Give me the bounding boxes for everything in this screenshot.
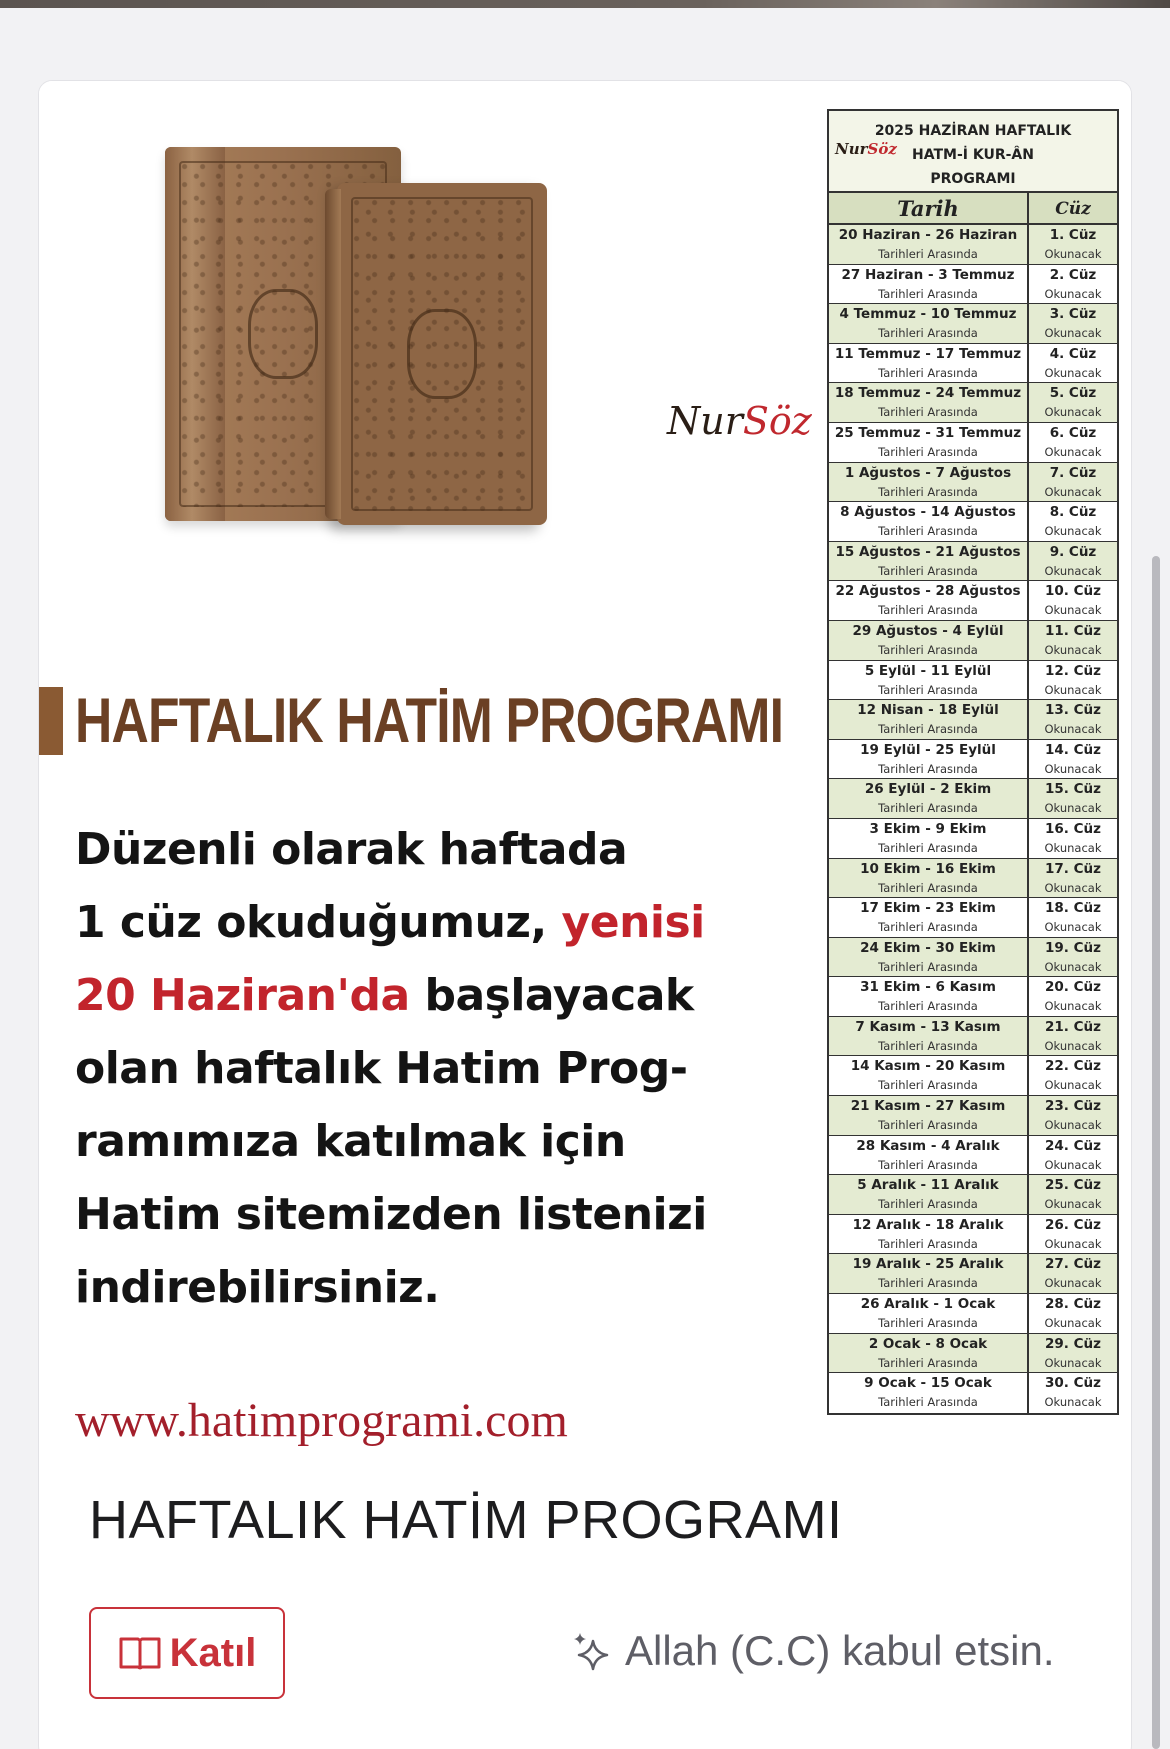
poster-url: www.hatimprogrami.com bbox=[75, 1394, 568, 1447]
date-range: 1 Ağustos - 7 Ağustos bbox=[844, 464, 1012, 481]
poster-description: Düzenli olarak haftada 1 cüz okuduğumuz, yenisi 20 Haziran'da başlayacak olan haftalık Hatim Prog- ramımıza katılmak için Hatim sitemizden listenizi indirebilirsiniz. bbox=[75, 824, 707, 1313]
juz-note: Okunacak bbox=[1044, 1276, 1102, 1291]
schedule-title: NurSöz 2025 HAZİRAN HAFTALIK HATM-İ KUR-ÂN PROGRAMI bbox=[829, 111, 1117, 193]
date-note: Tarihleri Arasında bbox=[878, 405, 978, 420]
date-cell bbox=[829, 1294, 1029, 1333]
date-cell bbox=[829, 502, 1029, 541]
page-scrollbar[interactable] bbox=[1152, 556, 1160, 1749]
table-row bbox=[829, 423, 1117, 463]
juz-cell bbox=[1029, 225, 1117, 264]
juz-number: 22. Cüz bbox=[1045, 1058, 1101, 1075]
juz-cell bbox=[1029, 1373, 1117, 1413]
date-range: 3 Ekim - 9 Ekim bbox=[869, 820, 987, 837]
date-note: Tarihleri Arasında bbox=[878, 326, 978, 341]
juz-number: 2. Cüz bbox=[1049, 266, 1097, 283]
juz-note: Okunacak bbox=[1044, 405, 1102, 420]
table-row bbox=[829, 819, 1117, 859]
juz-number: 18. Cüz bbox=[1045, 900, 1101, 917]
table-row bbox=[829, 344, 1117, 384]
juz-note: Okunacak bbox=[1044, 603, 1102, 618]
date-cell bbox=[829, 225, 1029, 264]
date-range: 29 Ağustos - 4 Eylül bbox=[852, 622, 1004, 639]
date-range: 24 Ekim - 30 Ekim bbox=[860, 939, 996, 956]
juz-note: Okunacak bbox=[1044, 524, 1102, 539]
date-note: Tarihleri Arasında bbox=[878, 1118, 978, 1133]
blessing-label: Allah (C.C) kabul etsin. bbox=[625, 1627, 1055, 1674]
juz-cell bbox=[1029, 1096, 1117, 1135]
juz-cell bbox=[1029, 344, 1117, 383]
date-range: 28 Kasım - 4 Aralık bbox=[856, 1137, 1000, 1154]
juz-number: 15. Cüz bbox=[1045, 781, 1101, 798]
date-range: 17 Ekim - 23 Ekim bbox=[860, 900, 996, 917]
date-cell bbox=[829, 423, 1029, 462]
date-range: 21 Kasım - 27 Kasım bbox=[850, 1098, 1006, 1115]
juz-note: Okunacak bbox=[1044, 484, 1102, 499]
table-row bbox=[829, 304, 1117, 344]
juz-number: 8. Cüz bbox=[1049, 504, 1097, 521]
date-cell bbox=[829, 1373, 1029, 1413]
date-note: Tarihleri Arasında bbox=[878, 524, 978, 539]
date-cell bbox=[829, 859, 1029, 898]
join-button[interactable] bbox=[89, 1607, 285, 1699]
poster-image[interactable] bbox=[39, 81, 1132, 1447]
juz-number: 6. Cüz bbox=[1049, 424, 1097, 441]
date-range: 8 Ağustos - 14 Ağustos bbox=[840, 504, 1016, 521]
juz-cell bbox=[1029, 977, 1117, 1016]
date-note: Tarihleri Arasında bbox=[878, 642, 978, 657]
date-cell bbox=[829, 581, 1029, 620]
table-row bbox=[829, 621, 1117, 661]
juz-note: Okunacak bbox=[1044, 444, 1102, 459]
date-cell bbox=[829, 383, 1029, 422]
book-icon bbox=[118, 1633, 162, 1673]
date-range: 11 Temmuz - 17 Temmuz bbox=[834, 345, 1022, 362]
juz-cell bbox=[1029, 819, 1117, 858]
juz-cell bbox=[1029, 1056, 1117, 1095]
date-range: 15 Ağustos - 21 Ağustos bbox=[835, 543, 1021, 560]
juz-note: Okunacak bbox=[1044, 1197, 1102, 1212]
table-row bbox=[829, 779, 1117, 819]
date-note: Tarihleri Arasında bbox=[878, 247, 978, 261]
date-note: Tarihleri Arasında bbox=[878, 880, 978, 895]
juz-number: 26. Cüz bbox=[1045, 1216, 1101, 1233]
column-header-date: Tarih bbox=[829, 193, 1029, 223]
juz-cell bbox=[1029, 700, 1117, 739]
juz-number: 12. Cüz bbox=[1045, 662, 1101, 679]
juz-cell bbox=[1029, 423, 1117, 462]
juz-number: 28. Cüz bbox=[1045, 1296, 1101, 1313]
date-note: Tarihleri Arasında bbox=[878, 444, 978, 459]
juz-note: Okunacak bbox=[1044, 642, 1102, 657]
blessing-text bbox=[571, 1621, 1055, 1681]
juz-number: 13. Cüz bbox=[1045, 702, 1101, 719]
juz-note: Okunacak bbox=[1044, 999, 1102, 1014]
date-range: 4 Temmuz - 10 Temmuz bbox=[839, 306, 1017, 323]
quran-books-image bbox=[121, 147, 551, 537]
sparkles-icon bbox=[571, 1631, 611, 1671]
date-cell bbox=[829, 1136, 1029, 1175]
date-cell bbox=[829, 1215, 1029, 1254]
juz-number: 29. Cüz bbox=[1045, 1335, 1101, 1352]
table-row bbox=[829, 502, 1117, 542]
juz-cell bbox=[1029, 1017, 1117, 1056]
date-cell bbox=[829, 542, 1029, 581]
juz-cell bbox=[1029, 938, 1117, 977]
juz-cell bbox=[1029, 661, 1117, 700]
juz-number: 24. Cüz bbox=[1045, 1137, 1101, 1154]
date-cell bbox=[829, 779, 1029, 818]
date-note: Tarihleri Arasında bbox=[878, 286, 978, 301]
date-note: Tarihleri Arasında bbox=[878, 801, 978, 816]
date-note: Tarihleri Arasında bbox=[878, 682, 978, 697]
date-cell bbox=[829, 740, 1029, 779]
juz-cell bbox=[1029, 898, 1117, 937]
juz-note: Okunacak bbox=[1044, 326, 1102, 341]
date-note: Tarihleri Arasında bbox=[878, 603, 978, 618]
date-note: Tarihleri Arasında bbox=[878, 761, 978, 776]
table-row bbox=[829, 225, 1117, 265]
juz-number: 30. Cüz bbox=[1045, 1375, 1101, 1392]
juz-number: 16. Cüz bbox=[1045, 820, 1101, 837]
date-range: 9 Ocak - 15 Ocak bbox=[864, 1375, 992, 1392]
juz-number: 11. Cüz bbox=[1045, 622, 1101, 639]
juz-cell bbox=[1029, 779, 1117, 818]
heading-accent-bar bbox=[39, 687, 63, 755]
table-row bbox=[829, 700, 1117, 740]
date-note: Tarihleri Arasında bbox=[878, 1316, 978, 1331]
juz-cell bbox=[1029, 383, 1117, 422]
date-note: Tarihleri Arasında bbox=[878, 840, 978, 855]
table-row bbox=[829, 1096, 1117, 1136]
date-range: 5 Eylül - 11 Eylül bbox=[864, 662, 992, 679]
post-card bbox=[38, 80, 1132, 1749]
mini-logo: NurSöz bbox=[835, 140, 897, 158]
juz-note: Okunacak bbox=[1044, 286, 1102, 301]
join-button-label: Katıl bbox=[169, 1630, 257, 1675]
date-note: Tarihleri Arasında bbox=[878, 1236, 978, 1251]
date-range: 19 Aralık - 25 Aralık bbox=[852, 1256, 1004, 1273]
date-note: Tarihleri Arasında bbox=[878, 1038, 978, 1053]
date-note: Tarihleri Arasında bbox=[878, 563, 978, 578]
table-row bbox=[829, 1017, 1117, 1057]
date-note: Tarihleri Arasında bbox=[878, 1157, 978, 1172]
juz-number: 14. Cüz bbox=[1045, 741, 1101, 758]
juz-cell bbox=[1029, 859, 1117, 898]
table-row bbox=[829, 1373, 1117, 1413]
juz-note: Okunacak bbox=[1044, 563, 1102, 578]
juz-cell bbox=[1029, 621, 1117, 660]
juz-number: 27. Cüz bbox=[1045, 1256, 1101, 1273]
date-note: Tarihleri Arasında bbox=[878, 365, 978, 380]
book-front bbox=[337, 183, 547, 525]
juz-cell bbox=[1029, 463, 1117, 502]
date-range: 14 Kasım - 20 Kasım bbox=[850, 1058, 1006, 1075]
table-row bbox=[829, 1175, 1117, 1215]
date-range: 5 Aralık - 11 Aralık bbox=[857, 1177, 999, 1194]
table-row bbox=[829, 542, 1117, 582]
juz-number: 17. Cüz bbox=[1045, 860, 1101, 877]
date-cell bbox=[829, 1254, 1029, 1293]
date-note: Tarihleri Arasında bbox=[878, 1078, 978, 1093]
date-cell bbox=[829, 938, 1029, 977]
juz-cell bbox=[1029, 1136, 1117, 1175]
table-row bbox=[829, 463, 1117, 503]
table-row bbox=[829, 265, 1117, 305]
table-row bbox=[829, 1056, 1117, 1096]
date-note: Tarihleri Arasında bbox=[878, 722, 978, 737]
date-cell bbox=[829, 1017, 1029, 1056]
table-row bbox=[829, 1136, 1117, 1176]
table-row bbox=[829, 383, 1117, 423]
date-range: 26 Aralık - 1 Ocak bbox=[860, 1296, 996, 1313]
juz-cell bbox=[1029, 542, 1117, 581]
juz-number: 5. Cüz bbox=[1049, 385, 1097, 402]
date-note: Tarihleri Arasında bbox=[878, 1395, 978, 1410]
date-note: Tarihleri Arasında bbox=[878, 959, 978, 974]
schedule-rows bbox=[829, 225, 1117, 1413]
date-cell bbox=[829, 344, 1029, 383]
date-range: 7 Kasım - 13 Kasım bbox=[855, 1018, 1001, 1035]
column-header-juz: Cüz bbox=[1055, 199, 1091, 219]
date-note: Tarihleri Arasında bbox=[878, 1276, 978, 1291]
date-range: 27 Haziran - 3 Temmuz bbox=[841, 266, 1015, 283]
juz-note: Okunacak bbox=[1044, 959, 1102, 974]
juz-note: Okunacak bbox=[1044, 920, 1102, 935]
date-cell bbox=[829, 1175, 1029, 1214]
date-cell bbox=[829, 1056, 1029, 1095]
juz-number: 20. Cüz bbox=[1045, 979, 1101, 996]
juz-note: Okunacak bbox=[1044, 801, 1102, 816]
table-row bbox=[829, 977, 1117, 1017]
juz-number: 9. Cüz bbox=[1049, 543, 1097, 560]
table-row bbox=[829, 898, 1117, 938]
table-row bbox=[829, 1294, 1117, 1334]
date-cell bbox=[829, 1334, 1029, 1373]
date-cell bbox=[829, 621, 1029, 660]
juz-cell bbox=[1029, 1254, 1117, 1293]
table-row bbox=[829, 740, 1117, 780]
juz-number: 3. Cüz bbox=[1049, 306, 1097, 323]
date-cell bbox=[829, 265, 1029, 304]
date-range: 12 Nisan - 18 Eylül bbox=[857, 702, 999, 719]
juz-number: 21. Cüz bbox=[1045, 1018, 1101, 1035]
date-cell bbox=[829, 819, 1029, 858]
table-row bbox=[829, 581, 1117, 621]
juz-cell bbox=[1029, 1294, 1117, 1333]
date-cell bbox=[829, 304, 1029, 343]
juz-note: Okunacak bbox=[1044, 1118, 1102, 1133]
nursoz-logo: NurSöz bbox=[667, 399, 812, 443]
date-range: 31 Ekim - 6 Kasım bbox=[860, 979, 996, 996]
juz-note: Okunacak bbox=[1044, 365, 1102, 380]
juz-cell bbox=[1029, 740, 1117, 779]
juz-note: Okunacak bbox=[1044, 1236, 1102, 1251]
juz-note: Okunacak bbox=[1044, 682, 1102, 697]
juz-number: 10. Cüz bbox=[1045, 583, 1101, 600]
date-cell bbox=[829, 1096, 1029, 1135]
juz-note: Okunacak bbox=[1044, 880, 1102, 895]
date-note: Tarihleri Arasında bbox=[878, 484, 978, 499]
date-note: Tarihleri Arasında bbox=[878, 1355, 978, 1370]
date-range: 2 Ocak - 8 Ocak bbox=[868, 1335, 988, 1352]
date-range: 22 Ağustos - 28 Ağustos bbox=[835, 583, 1021, 600]
juz-note: Okunacak bbox=[1044, 722, 1102, 737]
date-range: 20 Haziran - 26 Haziran bbox=[838, 227, 1018, 243]
juz-number: 25. Cüz bbox=[1045, 1177, 1101, 1194]
date-note: Tarihleri Arasında bbox=[878, 920, 978, 935]
poster-heading: HAFTALIK HATİM PROGRAMI bbox=[75, 686, 784, 756]
juz-cell bbox=[1029, 502, 1117, 541]
juz-cell bbox=[1029, 581, 1117, 620]
juz-cell bbox=[1029, 304, 1117, 343]
date-range: 10 Ekim - 16 Ekim bbox=[860, 860, 996, 877]
juz-cell bbox=[1029, 265, 1117, 304]
date-note: Tarihleri Arasında bbox=[878, 1197, 978, 1212]
table-row bbox=[829, 1254, 1117, 1294]
date-range: 18 Temmuz - 24 Temmuz bbox=[834, 385, 1022, 402]
date-range: 19 Eylül - 25 Eylül bbox=[860, 741, 996, 758]
juz-note: Okunacak bbox=[1044, 840, 1102, 855]
juz-cell bbox=[1029, 1334, 1117, 1373]
date-range: 12 Aralık - 18 Aralık bbox=[852, 1216, 1004, 1233]
schedule-header-row bbox=[829, 193, 1117, 225]
date-range: 26 Eylül - 2 Ekim bbox=[864, 781, 992, 798]
date-note: Tarihleri Arasında bbox=[878, 999, 978, 1014]
juz-number: 4. Cüz bbox=[1049, 345, 1097, 362]
top-image-strip bbox=[0, 0, 1170, 8]
date-cell bbox=[829, 898, 1029, 937]
juz-note: Okunacak bbox=[1044, 761, 1102, 776]
juz-note: Okunacak bbox=[1044, 1395, 1102, 1410]
table-row bbox=[829, 1215, 1117, 1255]
table-row bbox=[829, 938, 1117, 978]
juz-number: 19. Cüz bbox=[1045, 939, 1101, 956]
juz-note: Okunacak bbox=[1044, 1157, 1102, 1172]
table-row bbox=[829, 1334, 1117, 1374]
juz-number: 23. Cüz bbox=[1045, 1098, 1101, 1115]
date-cell bbox=[829, 977, 1029, 1016]
date-cell bbox=[829, 661, 1029, 700]
table-row bbox=[829, 661, 1117, 701]
juz-note: Okunacak bbox=[1044, 1316, 1102, 1331]
juz-note: Okunacak bbox=[1044, 1355, 1102, 1370]
date-range: 25 Temmuz - 31 Temmuz bbox=[834, 424, 1022, 441]
juz-note: Okunacak bbox=[1044, 247, 1102, 261]
juz-number: 7. Cüz bbox=[1049, 464, 1097, 481]
date-cell bbox=[829, 700, 1029, 739]
schedule-table bbox=[827, 109, 1119, 1415]
juz-cell bbox=[1029, 1215, 1117, 1254]
juz-number: 1. Cüz bbox=[1049, 227, 1097, 243]
juz-cell bbox=[1029, 1175, 1117, 1214]
card-title: HAFTALIK HATİM PROGRAMI bbox=[89, 1490, 843, 1550]
juz-note: Okunacak bbox=[1044, 1038, 1102, 1053]
date-cell bbox=[829, 463, 1029, 502]
table-row bbox=[829, 859, 1117, 899]
juz-note: Okunacak bbox=[1044, 1078, 1102, 1093]
